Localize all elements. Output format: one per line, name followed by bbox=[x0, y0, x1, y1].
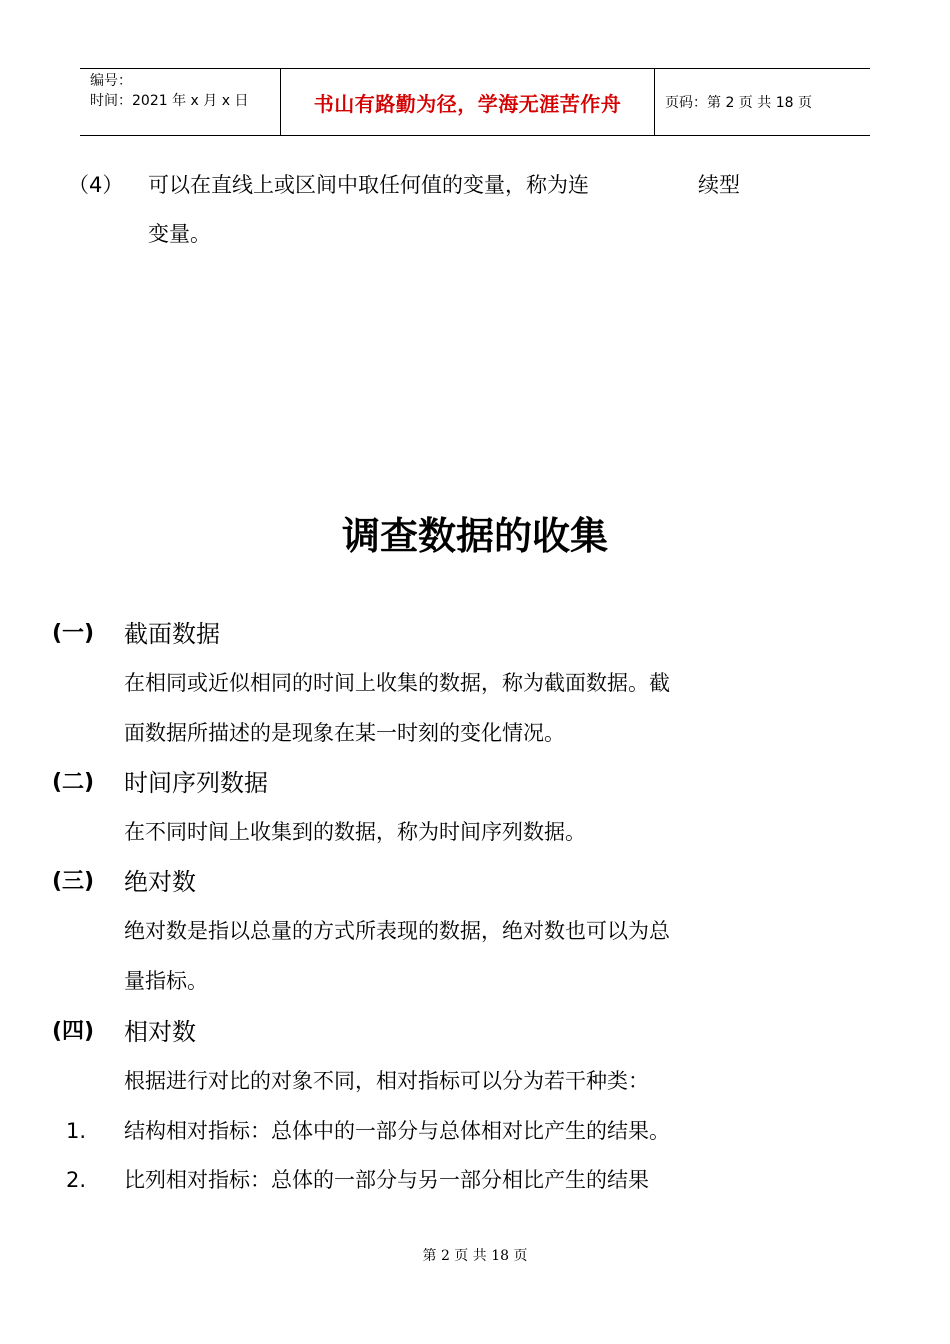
page-title: 调查数据的收集 bbox=[341, 514, 608, 558]
section-heading: 截面数据 bbox=[124, 620, 220, 648]
page-info: 页码：第 2 页 共 18 页 bbox=[665, 95, 812, 111]
paragraph-line: 绝对数是指以总量的方式所表现的数据，绝对数也可以为总 bbox=[124, 919, 670, 943]
list-item-number: 1. bbox=[66, 1119, 87, 1143]
section-number: (一) bbox=[52, 621, 95, 646]
serial-label: 编号： bbox=[90, 73, 132, 89]
paragraph-line: 量指标。 bbox=[124, 969, 208, 993]
list-item-number: 2. bbox=[66, 1168, 87, 1192]
section-number: (二) bbox=[52, 770, 95, 795]
section-heading: 相对数 bbox=[124, 1018, 196, 1046]
paragraph-line: 面数据所描述的是现象在某一时刻的变化情况。 bbox=[124, 721, 565, 745]
date-label: 时间：2021 年 x 月 x 日 bbox=[90, 93, 249, 109]
page-footer: 第 2 页 共 18 页 bbox=[422, 1248, 528, 1264]
section-heading: 时间序列数据 bbox=[124, 769, 268, 797]
section-number: (三) bbox=[52, 869, 95, 894]
header-motto-cell bbox=[281, 69, 655, 135]
paragraph-line: 根据进行对比的对象不同，相对指标可以分为若干种类： bbox=[124, 1069, 649, 1093]
section-heading: 绝对数 bbox=[124, 868, 196, 896]
list-item: 比列相对指标：总体的一部分与另一部分相比产生的结果 bbox=[124, 1168, 649, 1192]
motto-text: 书山有路勤为径，学海无涯苦作舟 bbox=[313, 91, 622, 116]
page-header bbox=[80, 68, 870, 136]
intro-line-1: 可以在直线上或区间中取任何值的变量，称为连 bbox=[148, 173, 589, 197]
intro-number: （4） bbox=[68, 173, 124, 197]
header-meta-cell bbox=[80, 69, 281, 135]
header-page-cell bbox=[655, 69, 870, 135]
list-item: 结构相对指标：总体中的一部分与总体相对比产生的结果。 bbox=[124, 1119, 670, 1143]
section-number: (四) bbox=[52, 1019, 95, 1044]
intro-line-2: 变量。 bbox=[148, 222, 211, 246]
paragraph-line: 在相同或近似相同的时间上收集的数据，称为截面数据。截 bbox=[124, 671, 670, 695]
paragraph-line: 在不同时间上收集到的数据，称为时间序列数据。 bbox=[124, 820, 586, 844]
intro-line-1-end: 续型 bbox=[698, 173, 740, 197]
